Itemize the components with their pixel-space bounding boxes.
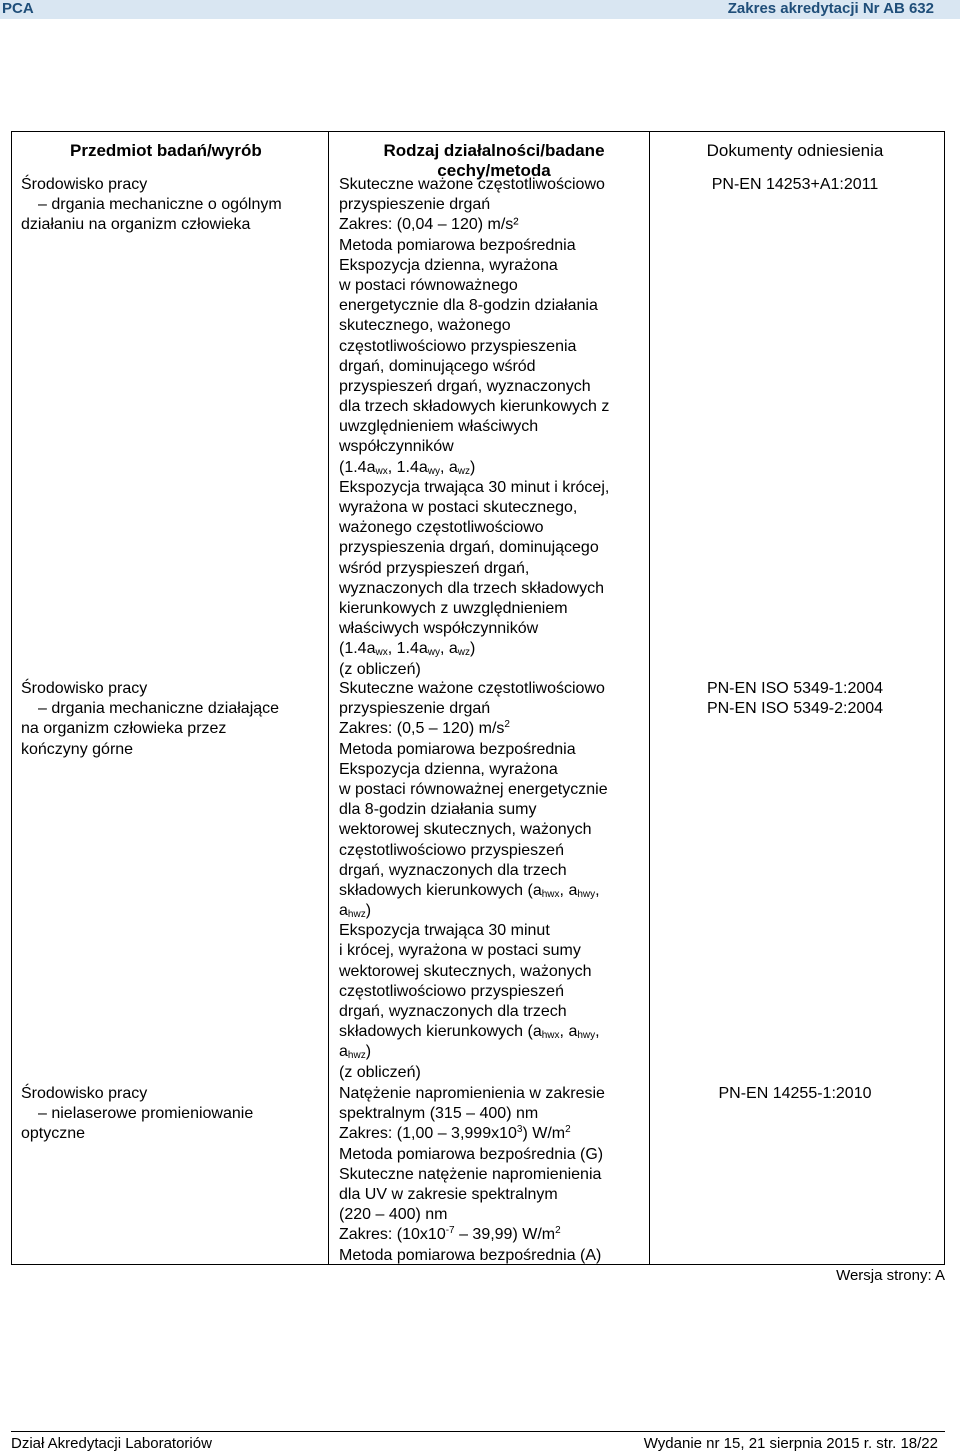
range-line: Zakres: (0,5 – 120) $m/s^2$: [339, 719, 510, 738]
method-line: uwzględnieniem właściwych: [339, 418, 539, 436]
subject-line: – drgania mechaniczne o ogólnym: [38, 196, 282, 214]
method-line: przyspieszeń drgań, wyznaczonych: [339, 377, 591, 395]
method-line: Metoda pomiarowa bezpośrednia: [339, 236, 576, 254]
method-line: (220 – 400) nm: [339, 1206, 448, 1224]
method-line: właściwych współczynników: [339, 620, 539, 638]
method-line: współczynników: [339, 438, 454, 456]
axes-line: składowych kierunkowych ($a_{hwx}$, $a_{hwy}$,: [339, 1023, 600, 1042]
method-line: Metoda pomiarowa bezpośrednia (G): [339, 1145, 604, 1163]
footer-rule: [11, 1431, 945, 1432]
method-line: wśród przyspieszeń drgań,: [339, 559, 530, 577]
method-line: wektorowej skutecznych, ważonych: [339, 821, 592, 839]
method-line: Metoda pomiarowa bezpośrednia: [339, 740, 576, 758]
method-line: częstotliwościowo przyspieszenia: [339, 337, 577, 355]
method-line: Skuteczne ważone częstotliwościowo: [339, 680, 605, 697]
method-line: częstotliwościowo przyspieszeń: [339, 982, 564, 1000]
page-version: Wersja strony: A: [836, 1267, 945, 1284]
documents-row-2: [655, 679, 935, 719]
method-line: Ekspozycja trwająca 30 minut i krócej,: [339, 478, 610, 496]
axes-line: składowych kierunkowych ($a_{hwx}$, $a_{hwy}$,: [339, 881, 600, 900]
calc-note: (z obliczeń): [339, 1063, 421, 1081]
header-org: PCA: [2, 0, 34, 17]
method-line: Zakres: (0,04 – 120) m/s²: [339, 216, 519, 234]
header-subject: Przedmiot badań/wyrób: [70, 141, 262, 160]
method-line: dla UV w zakresie spektralnym: [339, 1185, 558, 1203]
document-ref: PN-EN ISO 5349-1:2004: [706, 680, 884, 697]
method-line: Skuteczne natężenie napromienienia: [339, 1165, 602, 1183]
header-accreditation: Zakres akredytacji Nr AB 632: [727, 0, 934, 17]
axes-line: $a_{hwz}$): [339, 1043, 372, 1062]
method-line: Ekspozycja trwająca 30 minut: [339, 922, 550, 940]
subject-row-3: [21, 1084, 321, 1145]
method-line: skutecznego, ważonego: [339, 317, 511, 335]
coefficients-line: ($1.4a_{wx}$, $1.4a_{wy}$, $a_{wz}$): [339, 458, 476, 477]
method-line: kierunkowych z uwzględnieniem: [339, 599, 568, 617]
accreditation-table: [11, 131, 945, 1265]
method-line: i krócej, wyrażona w postaci sumy: [339, 942, 581, 960]
header-method-line2: cechy/metoda: [437, 161, 551, 180]
axes-line: $a_{hwz}$): [339, 902, 372, 921]
document-ref: PN-EN ISO 5349-2:2004: [706, 700, 884, 718]
footer-edition: Wydanie nr 15, 21 sierpnia 2015 r. str. 18/22: [643, 1435, 938, 1452]
documents-row-3: [655, 1084, 935, 1104]
method-line: Skuteczne ważone częstotliwościowo: [339, 176, 605, 193]
header-method-line1: Rodzaj działalności/badane: [383, 141, 605, 160]
method-line: Ekspozycja dzienna, wyrażona: [339, 256, 558, 274]
range-line: Zakres: $(10x10^{-7} - 39,99)$ $W/m^2$: [339, 1225, 561, 1244]
method-line: częstotliwościowo przyspieszeń: [339, 841, 564, 859]
column-divider-2: [649, 132, 650, 1264]
subject-line: na organizm człowieka przez: [21, 720, 227, 738]
method-row-2: [339, 679, 649, 1083]
subject-line: Środowisko pracy: [21, 176, 148, 193]
method-line: wyznaczonych dla trzech składowych: [339, 579, 605, 597]
page-header-bar: [0, 0, 960, 19]
method-line: wektorowej skutecznych, ważonych: [339, 962, 592, 980]
method-line: drgań, wyznaczonych dla trzech: [339, 1003, 567, 1020]
subject-line: działaniu na organizm człowieka: [21, 216, 251, 234]
method-line: drgań, dominującego wśród: [339, 357, 536, 375]
subject-line: optyczne: [21, 1125, 86, 1143]
method-line: Natężenie napromienienia w zakresie: [339, 1085, 605, 1102]
subject-line: kończyny górne: [21, 740, 134, 758]
column-divider-1: [328, 132, 329, 1264]
method-line: dla trzech składowych kierunkowych z: [339, 398, 610, 416]
subject-line: Środowisko pracy: [21, 680, 148, 697]
calc-note: (z obliczeń): [339, 660, 421, 678]
documents-row-1: [655, 175, 935, 195]
subject-line: – drgania mechaniczne działające: [38, 700, 280, 718]
footer-department: Dział Akredytacji Laboratoriów: [11, 1435, 212, 1452]
subject-line: – nielaserowe promieniowanie: [38, 1105, 254, 1123]
method-row-1: [339, 175, 649, 680]
method-line: przyspieszenie drgań: [339, 700, 491, 718]
method-line: w postaci równoważnego: [339, 276, 518, 294]
coefficients-line: ($1.4a_{wx}$, $1.4a_{wy}$, $a_{wz}$): [339, 640, 476, 659]
method-line: energetycznie dla 8-godzin działania: [339, 297, 598, 315]
header-documents: Dokumenty odniesienia: [706, 141, 884, 160]
method-line: Metoda pomiarowa bezpośrednia (A): [339, 1246, 602, 1264]
subject-row-2: [21, 679, 321, 760]
range-line: Zakres: $(1,00 - 3,999x10^3)$ $W/m^2$: [339, 1124, 571, 1143]
method-line: dla 8-godzin działania sumy: [339, 801, 537, 819]
method-line: przyspieszenie drgań: [339, 196, 491, 214]
method-line: spektralnym (315 – 400) nm: [339, 1105, 539, 1123]
method-line: przyspieszenia drgań, dominującego: [339, 539, 599, 557]
method-line: drgań, wyznaczonych dla trzech: [339, 861, 567, 879]
document-ref: PN-EN 14255-1:2010: [718, 1085, 872, 1102]
subject-row-1: [21, 175, 321, 236]
method-line: wyrażona w postaci skutecznego,: [339, 499, 578, 516]
subject-line: Środowisko pracy: [21, 1085, 148, 1102]
method-line: w postaci równoważnej energetycznie: [339, 780, 608, 798]
method-line: Ekspozycja dzienna, wyrażona: [339, 760, 558, 778]
document-ref: PN-EN 14253+A1:2011: [711, 176, 879, 193]
method-row-3: [339, 1084, 649, 1266]
method-line: ważonego częstotliwościowo: [339, 519, 544, 537]
